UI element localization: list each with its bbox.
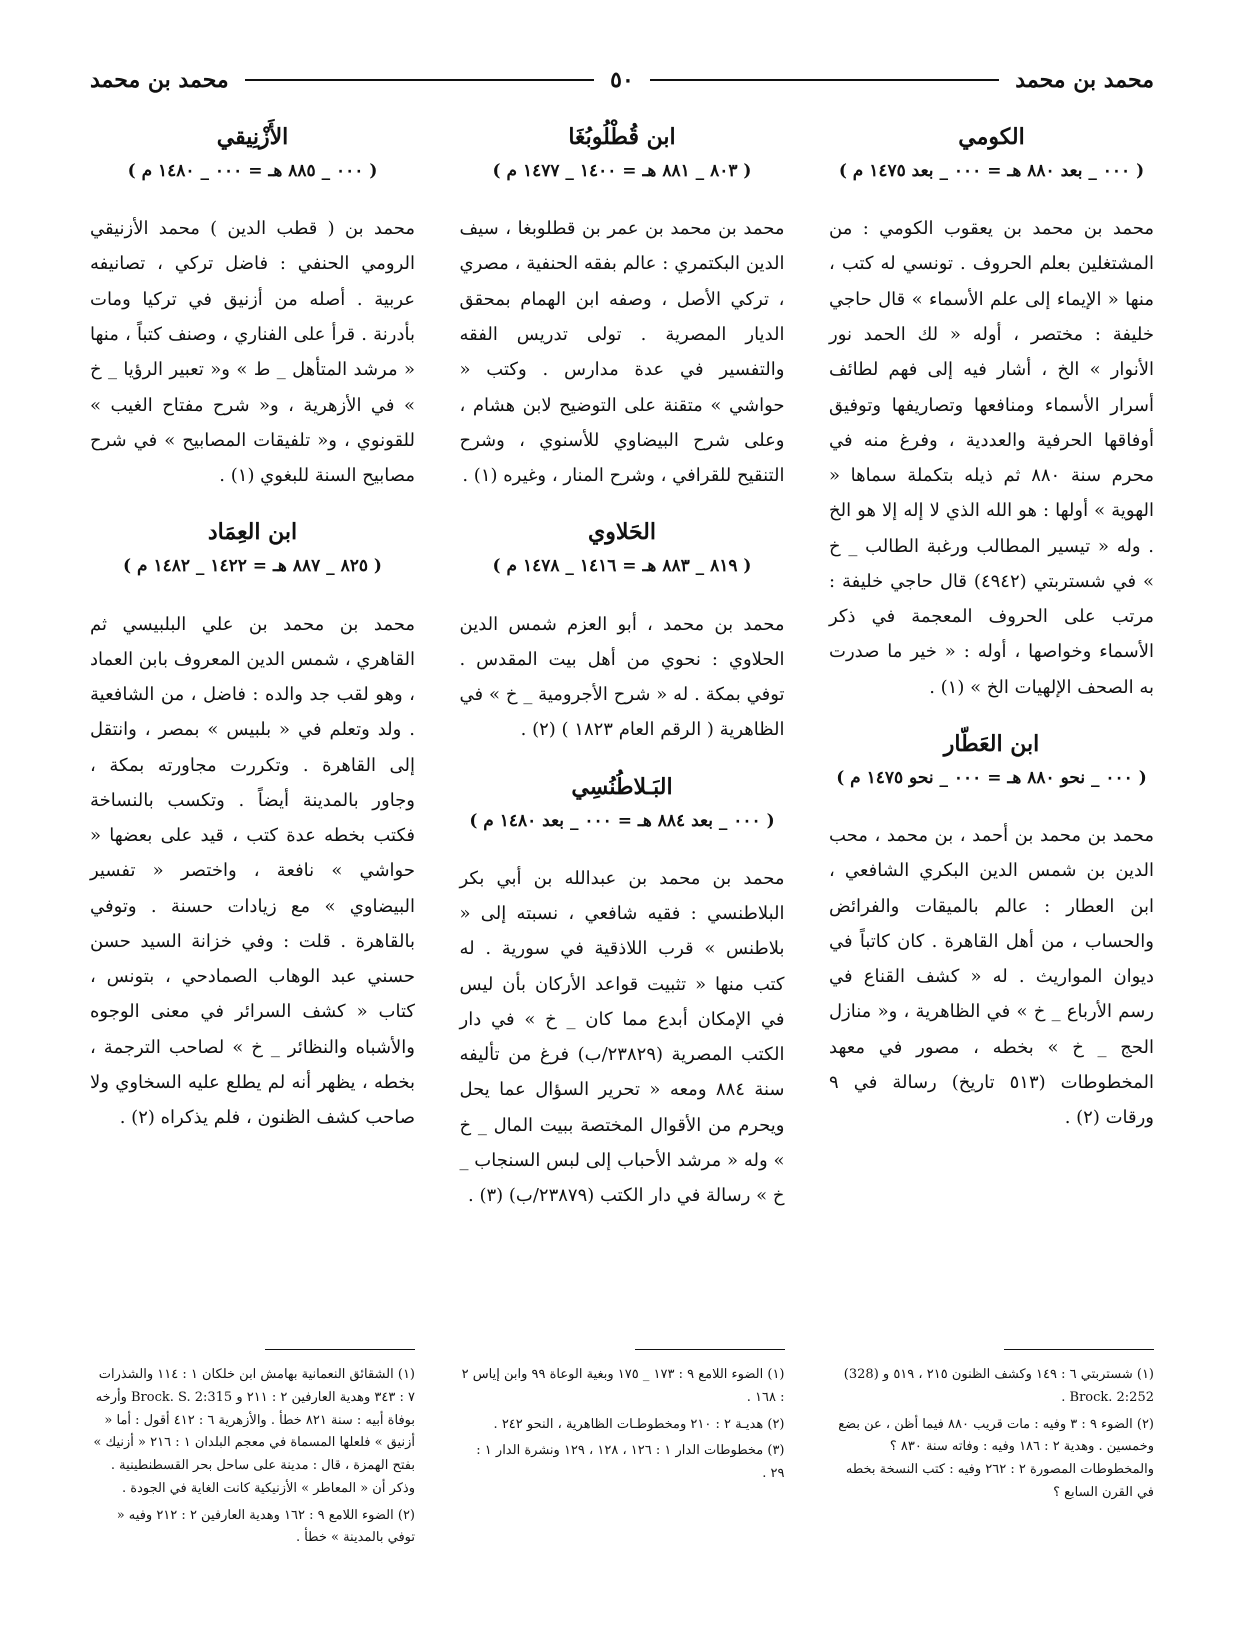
entry-dates: ( ٠٠٠ _ نحو ٨٨٠ هـ = ٠٠٠ _ نحو ١٤٧٥ م )	[836, 767, 1147, 788]
entry-title: الحَلاوي	[588, 519, 656, 546]
footnotes	[90, 1349, 1154, 1554]
footnote: (٢) هديـة ٢ : ٢١٠ ومخطوطـات الظاهرية ، النحو ٢٤٢ .	[493, 1416, 785, 1432]
header-right-title: محمد بن محمد	[1015, 67, 1154, 93]
biography-entry	[460, 124, 785, 493]
footnote: (٢) الضوء اللامع ٩ : ١٦٢ وهدية العارفين ٢ : ٢١٢ وفيه « توفي بالمدينة » خطأ .	[116, 1507, 415, 1546]
entry-body: محمد بن محمد ، أبو العزم شمس الدين الحلاوي : نحوي من أهل بيت المقدس . توفي بمكة . له « شرح الأجرومية _ خ » في الظاهرية ( الرقم العام ١٨٢٣ ) (٢) .	[459, 613, 785, 741]
footnote-rule	[635, 1349, 785, 1350]
entry-title: البَـلاطُنُسِي	[571, 773, 673, 800]
footnote: (١) شستربتي ٦ : ١٤٩ وكشف الظنون ٢١٥ ، ٥١٩ و (328) Brock. 2:252 .	[843, 1367, 1154, 1405]
column-1	[829, 124, 1154, 1349]
text-columns	[90, 124, 1154, 1349]
entry-dates: ( ٨٠٣ _ ٨٨١ هـ = ١٤٠٠ _ ١٤٧٧ م )	[492, 161, 752, 181]
biography-entry	[460, 519, 785, 747]
entry-body: محمد بن ( قطب الدين ) محمد الأزنيقي الرومي الحنفي : فاضل تركي ، تصانيفه عربية . أصله من أزنيق في تركيا ومات بأدرنة . قرأ على الفناري ، وصنف كتباً ، منها « مرشد المتأهل _ ط » و« تعبير الرؤيا _ خ » في الأزهرية ، و« شرح مفتاح الغيب » للقونوي ، و« تلفيقات المصابيح » في شرح مصابيح السنة للبغوي (١) .	[90, 218, 415, 487]
entry-body: محمد بن محمد بن يعقوب الكومي : من المشتغلين بعلم الحروف . تونسي له كتب ، منها « الإيماء إلى علم الأسماء » قال حاجي خليفة : مختصر ، أوله « لك الحمد نور الأنوار » الخ ، أشار فيه إلى فهم لطائف أسرار الأسماء ومنافعها وتصاريفها وتوفيق أوفاقها الحرفية والعددية ، وفرغ منه في محرم سنة ٨٨٠ ثم ذيله بتكملة سماها « الهوية » أولها : هو الله الذي لا إله إلا هو الخ . وله « تيسير المطالب ورغبة الطالب _ خ » في شستربتي (٤٩٤٢) قال حاجي خليفة : مرتب على الحروف المعجمة في ذكر الأسماء وخواصها ، أوله : « خير ما صدرت به الصحف الإلهيات الخ » (١) .	[829, 218, 1155, 698]
entry-title: ابن العَطّار	[943, 730, 1040, 757]
footnote: (١) الشقائق النعمانية بهامش ابن خلكان ١ : ١١٤ والشذرات ٧ : ٣٤٣ وهدية العارفين ٢ : ٢١١ و Brock. S. 2:315 وأرخه بوفاة أبيه : سنة ٨٢١ خطأ . والأزهرية ٦ : ٤١٢ أقول : أما « أزنيق » فلعلها المسماة في معجم البلدان ١ : ٢١٦ « أزنيك » بفتح الهمزة ، قال : مدينة على ساحل بحر القسطنطينية . وذكر أن « المعاطر » الأزنيكية كانت الغاية في الجودة .	[93, 1367, 415, 1496]
footnote: (٢) الضوء ٩ : ٣ وفيه : مات قريب ٨٨٠ فيما أظن ، عن بضع وخمسين . وهدية ٢ : ١٨٦ وفيه : وفاته سنة ٨٣٠ ؟ والمخطوطات المصورة ٢ : ٢٦٢ وفيه : كتب النسخة بخطه في القرن السابع ؟	[838, 1416, 1154, 1500]
biography-entry	[829, 731, 1154, 1136]
biography-entry	[829, 124, 1154, 705]
header-rule	[245, 79, 594, 81]
biography-entry	[90, 519, 415, 1135]
running-header	[90, 60, 1154, 100]
entry-body: محمد بن محمد بن عبدالله بن أبي بكر البلاطنسي : فقيه شافعي ، نسبته إلى « بلاطنس » قرب اللاذقية في سورية . له كتب منها « تثبيت قواعد الأركان بأن ليس في الإمكان أبدع مما كان _ خ » في دار الكتب المصرية (٢٣٨٢٩/ب) فرغ من تأليفه سنة ٨٨٤ ومعه « تحرير السؤال عما يحل ويحرم من الأقوال المختصة ببيت المال _ خ » وله « مرشد الأحباب إلى لبس السنجاب _ خ » رسالة في دار الكتب (٢٣٨٧٩/ب) (٣) .	[459, 867, 785, 1207]
footnote: (١) الضوء اللامع ٩ : ١٧٣ _ ١٧٥ وبغية الوعاة ٩٩ وابن إياس ٢ : ١٦٨ .	[461, 1367, 785, 1405]
footnotes-column-3	[90, 1349, 415, 1554]
column-2	[460, 124, 785, 1349]
entry-dates: ( ٠٠٠ _ بعد ٨٨٠ هـ = ٠٠٠ _ بعد ١٤٧٥ م )	[838, 161, 1145, 181]
biography-entry	[460, 774, 785, 1214]
entry-dates: ( ٨١٩ _ ٨٨٣ هـ = ١٤١٦ _ ١٤٧٨ م )	[492, 556, 752, 577]
entry-title: ابن قُطْلُوبُغَا	[568, 124, 676, 150]
entry-body: محمد بن محمد بن علي البلبيسي ثم القاهري ، شمس الدين المعروف بابن العماد ، وهو لقب جد والده : فاضل ، من الشافعية . ولد وتعلم في « بلبيس » بمصر ، وانتقل إلى القاهرة . وتكررت مجاورته بمكة ، وجاور بالمدينة أيضاً . وتكسب بالنساخة فكتب بخطه عدة كتب ، قيد على بعضها « حواشي » نافعة ، واختصر « تفسير البيضاوي » مع زيادات حسنة . وتوفي بالقاهرة . قلت : وفي خزانة السيد حسن حسني عبد الوهاب الصمادحي ، بتونس ، كتاب « كشف السرائر في معنى الوجوه والأشباه والنظائر _ خ » لصاحب الترجمة ، بخطه ، يظهر أنه لم يطلع عليه السخاوي ولا صاحب كشف الظنون ، فلم يذكراه (٢) .	[90, 613, 415, 1129]
header-rule	[650, 79, 999, 81]
biography-entry	[90, 124, 415, 493]
footnotes-column-1	[829, 1349, 1154, 1554]
entry-body: محمد بن محمد بن عمر بن قطلوبغا ، سيف الدين البكتمري : عالم بفقه الحنفية ، مصري ، تركي الأصل ، وصفه ابن الهمام بمحقق الديار المصرية . تولى تدريس الفقه والتفسير في عدة مدارس . وكتب « حواشي » متقنة على التوضيح لابن هشام ، وعلى شرح البيضاوي للأسنوي ، وشرح التنقيح للقرافي ، وشرح المنار ، وغيره (١) .	[459, 218, 785, 487]
entry-dates: ( ٠٠٠ _ بعد ٨٨٤ هـ = ٠٠٠ _ بعد ١٤٨٠ م )	[469, 810, 775, 831]
entry-title: الكومي	[958, 124, 1025, 150]
header-left-title: محمد بن محمد	[89, 67, 229, 93]
column-3	[90, 124, 415, 1349]
entry-dates: ( ٨٢٥ _ ٨٨٧ هـ = ١٤٢٢ _ ١٤٨٢ م )	[123, 556, 382, 577]
entry-dates: ( ٠٠٠ _ ٨٨٥ هـ = ٠٠٠ _ ١٤٨٠ م )	[127, 161, 378, 181]
page-number: ٥٠	[610, 67, 634, 93]
footnote-rule	[1004, 1349, 1154, 1350]
footnotes-column-2	[460, 1349, 785, 1554]
footnote-rule	[265, 1349, 415, 1350]
entry-title: ابن العِمَاد	[207, 519, 298, 546]
entry-title: الأَزْنِيقي	[216, 124, 289, 150]
footnote: (٣) مخطوطات الدار ١ : ١٢٦ ، ١٢٨ ، ١٢٩ ونشرة الدار ١ : ٢٩ .	[476, 1443, 785, 1481]
entry-body: محمد بن محمد بن أحمد ، بن محمد ، محب الدين بن شمس الدين البكري الشافعي ، ابن العطار : عالم بالميقات والفرائض والحساب ، من أهل القاهرة . كان كاتباً في ديوان المواريث . له « كشف القناع في رسم الأرباع _ خ » في الظاهرية ، و« منازل الحج _ خ » بخطه ، مصور في معهد المخطوطات (٥١٣ تاريخ) رسالة في ٩ ورقات (٢) .	[829, 825, 1155, 1129]
